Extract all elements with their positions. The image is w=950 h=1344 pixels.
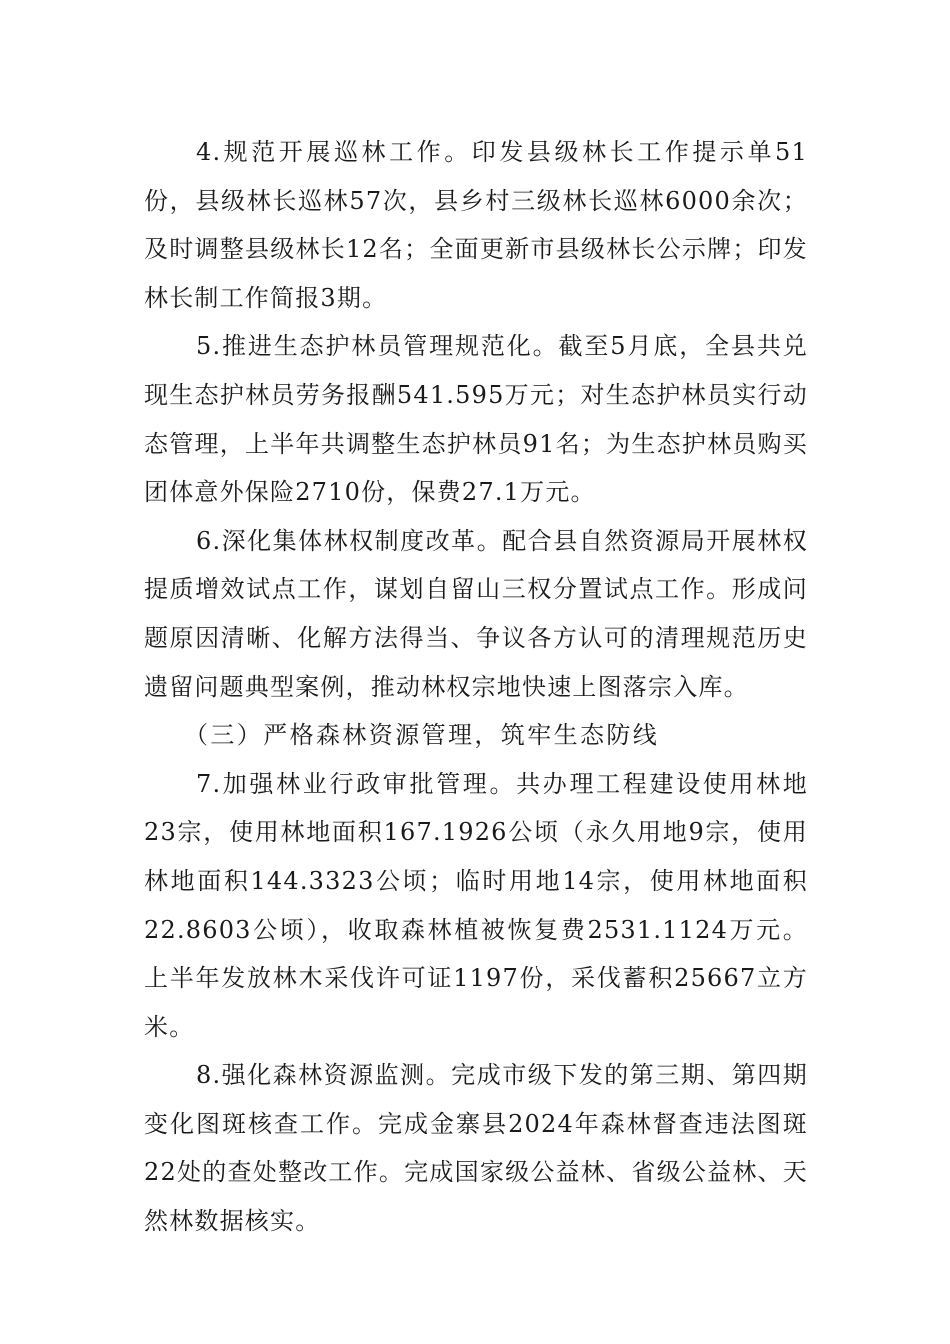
paragraph-item-5: 5.推进生态护林员管理规范化。截至5月底，全县共兑现生态护林员劳务报酬541.595万元；对生态护林员实行动态管理，上半年共调整生态护林员91名；为生态护林员购买团体意外保险2710份，保费27.1万元。: [144, 332, 808, 507]
paragraph-item-8: 8.强化森林资源监测。完成市级下发的第三期、第四期变化图斑核查工作。完成金寨县2024年森林督查违法图斑22处的查处整改工作。完成国家级公益林、省级公益林、天然林数据核实。: [144, 1061, 808, 1236]
document-page: [144, 128, 808, 1246]
section-heading: （三）严格森林资源管理，筑牢生态防线: [184, 721, 660, 750]
paragraph-item-4: 4.规范开展巡林工作。印发县级林长工作提示单51份，县级林长巡林57次，县乡村三级林长巡林6000余次；及时调整县级林长12名；全面更新市县级林长公示牌；印发林长制工作简报3期。: [144, 138, 808, 312]
paragraph-item-6: 6.深化集体林权制度改革。配合县自然资源局开展林权提质增效试点工作，谋划自留山三权分置试点工作。形成问题原因清晰、化解方法得当、争议各方认可的清理规范历史遗留问题典型案例，推动林权宗地快速上图落宗入库。: [144, 526, 808, 701]
paragraph-item-7: 7.加强林业行政审批管理。共办理工程建设使用林地23宗，使用林地面积167.1926公顷（永久用地9宗，使用林地面积144.3323公顷；临时用地14宗，使用林地面积22.8603公顷），收取森林植被恢复费2531.1124万元。上半年发放林木采伐许可证1197份，采伐蓄积25667立方米。: [144, 769, 808, 1041]
